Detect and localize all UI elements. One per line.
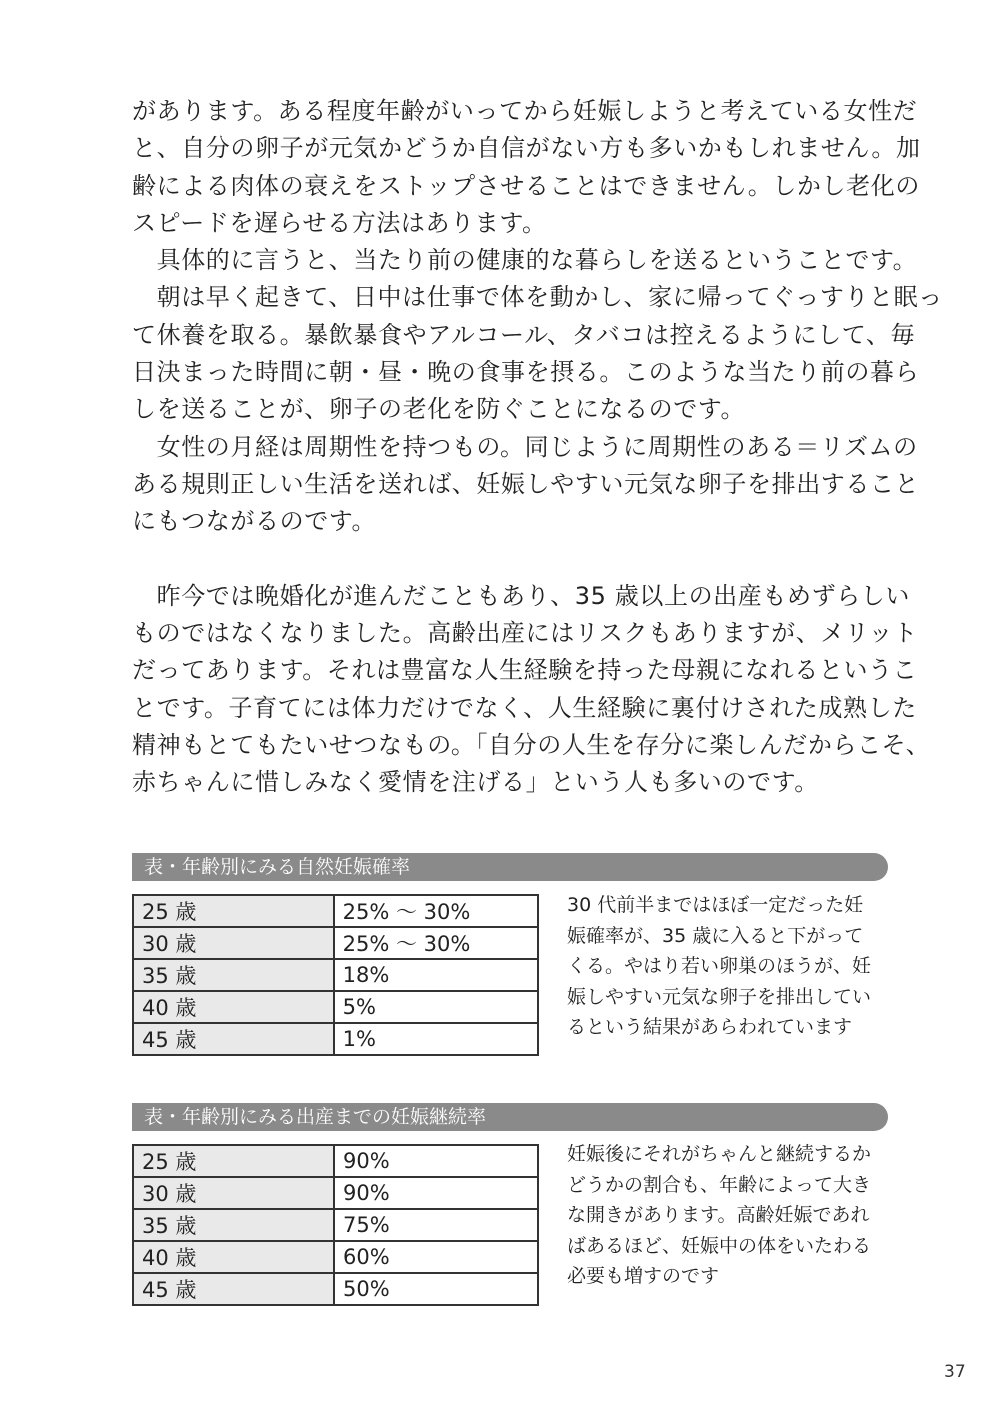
rate-cell: 5% [334, 991, 538, 1023]
age-cell: 35 歳 [133, 1209, 334, 1241]
note-line: ばあるほど、妊娠中の体をいたわる [567, 1234, 872, 1257]
note-line: どうかの割合も、年齢によって大き [567, 1173, 872, 1196]
body-line: と、自分の卵子が元気かどうか自信がない方も多いかもしれません。加 [132, 134, 921, 163]
table-row [133, 1023, 538, 1055]
note-line: な開きがあります。高齢妊娠であれ [567, 1204, 870, 1226]
table-row [133, 1209, 538, 1241]
table2-title: 表・年齢別にみる出産までの妊娠継続率 [132, 1103, 888, 1131]
body-line: 昨今では晩婚化が進んだこともあり、35 歳以上の出産もめずらしい [132, 581, 910, 610]
table-row [133, 1241, 538, 1273]
age-cell: 25 歳 [133, 1145, 334, 1177]
rate-cell: 50% [334, 1273, 538, 1305]
note-line: るという結果があらわれています [567, 1016, 853, 1038]
table-row [133, 991, 538, 1023]
age-cell: 25 歳 [133, 895, 334, 927]
body-line: 女性の月経は周期性を持つもの。同じように周期性のある＝リズムの [132, 432, 918, 461]
age-cell: 45 歳 [133, 1023, 334, 1055]
note-line: 必要も増すのです [567, 1265, 720, 1287]
age-cell: 35 歳 [133, 959, 334, 991]
rate-cell: 90% [334, 1145, 538, 1177]
pregnancy-continuation-rate-table [132, 1144, 539, 1306]
body-line: とです。子育てには体力だけでなく、人生経験に裏付けされた成熟した [132, 693, 917, 722]
age-cell: 40 歳 [133, 1241, 334, 1273]
body-line: にもつながるのです。 [132, 507, 377, 536]
table1-title: 表・年齢別にみる自然妊娠確率 [132, 853, 888, 881]
age-cell: 40 歳 [133, 991, 334, 1023]
body-line: 具体的に言うと、当たり前の健康的な暮らしを送るということです。 [132, 246, 918, 275]
body-line: ある規則正しい生活を送れば、妊娠しやすい元気な卵子を排出すること [132, 469, 920, 498]
body-line: ものではなくなりました。高齢出産にはリスクもありますが、メリット [132, 619, 918, 648]
table1-note [567, 890, 897, 1043]
body-line: だってあります。それは豊富な人生経験を持った母親になれるというこ [132, 656, 918, 685]
table-row [133, 1273, 538, 1305]
body-text [132, 93, 943, 802]
table-row [133, 1177, 538, 1209]
table-row [133, 895, 538, 927]
table-row [133, 1145, 538, 1177]
note-line: 娠確率が、35 歳に入ると下がって [567, 924, 864, 947]
note-line: 30 代前半まではほぼ一定だった妊 [567, 894, 864, 916]
rate-cell: 90% [334, 1177, 538, 1209]
natural-pregnancy-rate-table [132, 894, 539, 1056]
body-line: て休養を取る。暴飲暴食やアルコール、タバコは控えるようにして、毎 [132, 320, 916, 349]
body-line: があります。ある程度年齢がいってから妊娠しようと考えている女性だ [132, 97, 918, 125]
paragraph-gap [132, 541, 892, 578]
body-line: しを送ることが、卵子の老化を防ぐことになるのです。 [132, 395, 746, 424]
body-line: 赤ちゃんに惜しみなく愛情を注げる」という人も多いのです。 [132, 768, 819, 797]
rate-cell: 18% [334, 959, 538, 991]
body-line: 齢による肉体の衰えをストップさせることはできません。しかし老化の [132, 171, 920, 200]
rate-cell: 25% ～ 30% [334, 927, 538, 959]
rate-cell: 1% [334, 1023, 538, 1055]
rate-cell: 60% [334, 1241, 538, 1273]
body-line: 朝は早く起きて、日中は仕事で体を動かし、家に帰ってぐっすりと眠っ [132, 283, 943, 312]
age-cell: 45 歳 [133, 1273, 334, 1305]
note-line: 妊娠後にそれがちゃんと継続するか [567, 1143, 872, 1165]
age-cell: 30 歳 [133, 1177, 334, 1209]
note-line: 娠しやすい元気な卵子を排出してい [567, 985, 872, 1008]
body-line: 日決まった時間に朝・昼・晩の食事を摂る。このような当たり前の暮ら [132, 358, 920, 387]
rate-cell: 25% ～ 30% [334, 895, 538, 927]
table-row [133, 959, 538, 991]
note-line: くる。やはり若い卵巣のほうが、妊 [567, 955, 872, 977]
page-number: 37 [944, 1362, 966, 1382]
table-row [133, 927, 538, 959]
body-line: 精神もとてもたいせつなもの。「自分の人生を存分に楽しんだからこそ、 [132, 731, 931, 760]
table2-note [567, 1139, 897, 1292]
rate-cell: 75% [334, 1209, 538, 1241]
age-cell: 30 歳 [133, 927, 334, 959]
body-line: スピードを遅らせる方法はあります。 [132, 208, 547, 237]
